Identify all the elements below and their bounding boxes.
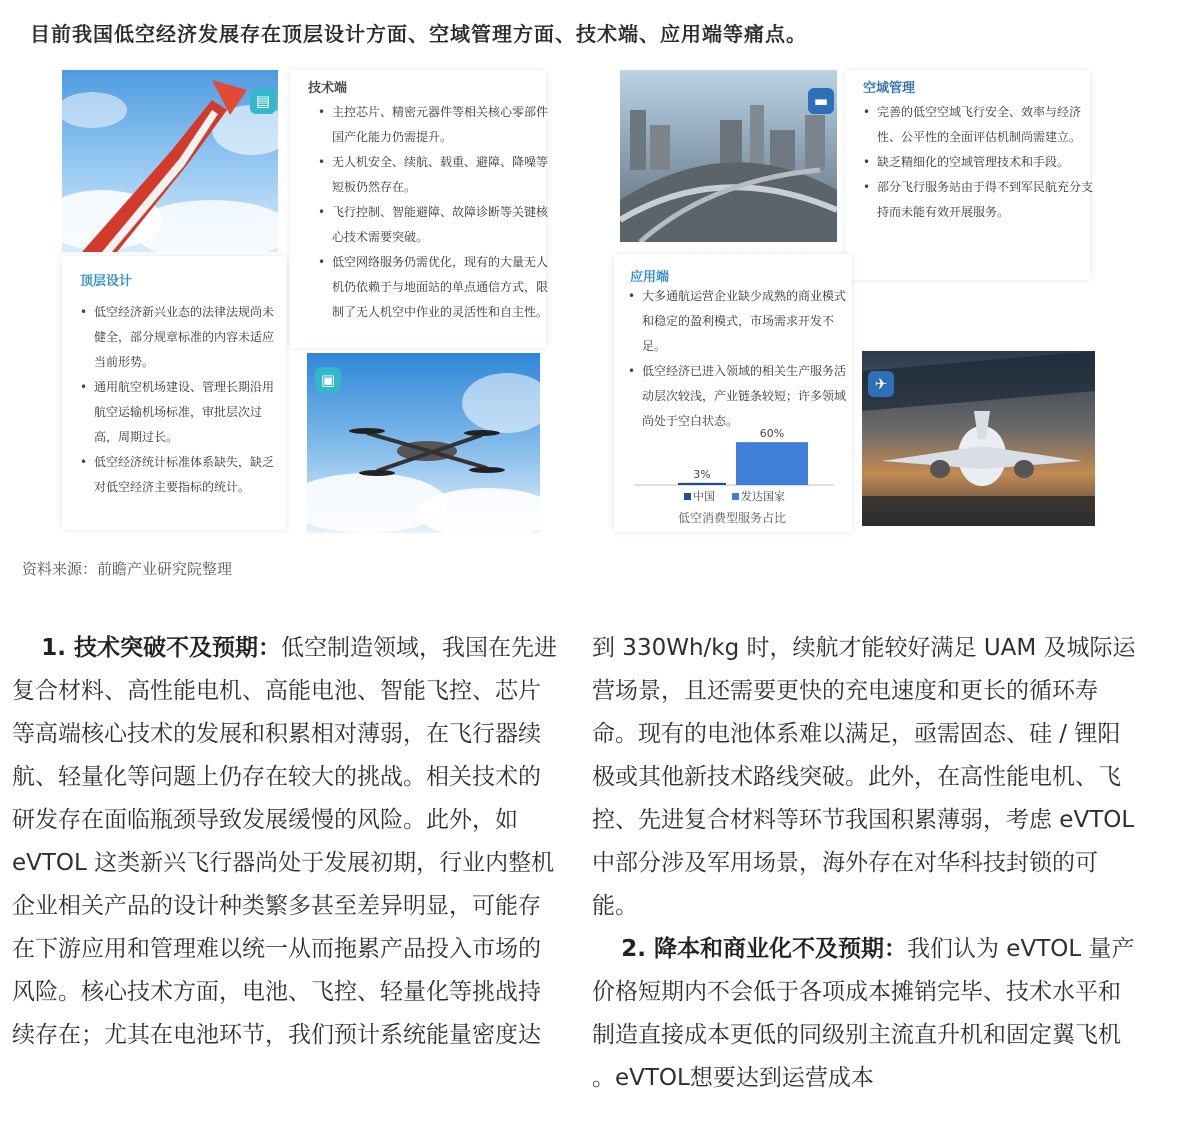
bus-icon: ▬ xyxy=(808,88,834,114)
airspace-card-list xyxy=(857,100,1095,225)
chart-value-label-0: 3% xyxy=(693,467,711,481)
legend-swatch-1 xyxy=(732,493,739,500)
list-item: • 低空经济新兴业态的法律法规尚未健全，部分规章标准的内容未适应当前形势。 xyxy=(94,300,282,375)
chart-title: 低空消费型服务占比 xyxy=(677,511,787,525)
list-item: • 飞行控制、智能避障、故障诊断等关键核心技术需要突破。 xyxy=(332,200,550,250)
list-item: • 缺乏精细化的空域管理技术和手段。 xyxy=(877,150,1095,175)
list-item: • 部分飞行服务站由于得不到军民航充分支持而未能有效开展服务。 xyxy=(877,175,1095,225)
list-item: • 无人机安全、续航、载重、避障、降噪等短板仍然存在。 xyxy=(332,150,550,200)
airplane-icon: ✈ xyxy=(868,371,894,397)
source-note: 资料来源：前瞻产业研究院整理 xyxy=(22,560,233,578)
p1-heading: 1. 技术突破不及预期： xyxy=(41,635,281,661)
chip-icon: ▣ xyxy=(315,367,341,393)
list-item: • 低空网络服务仍需优化，现有的大量无人机仍依赖于与地面站的单点通信方式，限制了无人机空中作业的灵活性和自主性。 xyxy=(332,250,550,325)
consumer-service-share-chart xyxy=(614,424,852,529)
list-item: • 主控芯片、精密元器件等相关核心零部件国产化能力仍需提升。 xyxy=(332,100,550,150)
legend-label-1: 发达国家 xyxy=(741,490,785,503)
body-column-left xyxy=(12,627,557,1057)
list-item: • 完善的低空空域飞行安全、效率与经济性、公平性的全面评估机制尚需建立。 xyxy=(877,100,1095,150)
city-overpass-image xyxy=(620,70,837,242)
application-card-list xyxy=(622,284,852,434)
chart-value-label-1: 60% xyxy=(759,427,785,441)
legend-swatch-0 xyxy=(684,493,691,500)
list-item: • 大多通航运营企业缺少成熟的商业模式和稳定的盈利模式，市场需求开发不足。 xyxy=(642,284,852,359)
p1-text-part2: 到 330Wh/kg 时，续航才能较好满足 UAM 及城际运营场景，且还需要更快的充电速度和更长的循环寿命。现有的电池体系难以满足，亟需固态、硅 / 锂阳极或其他新技术路线突破。此外，在高性能电机、飞控、先进复合材料等环节我国积累薄弱，考虑 eVTOL 中部分涉及军用场景，海外存在对华科技封锁的可能。 xyxy=(592,635,1136,919)
legend-label-0: 中国 xyxy=(693,490,715,503)
document-chart-icon: ▤ xyxy=(250,88,276,114)
top-design-card-title: 顶层设计 xyxy=(80,274,133,289)
top-design-card xyxy=(62,256,286,530)
page-heading: 目前我国低空经济发展存在顶层设计方面、空域管理方面、技术端、应用端等痛点。 xyxy=(30,22,807,46)
airspace-card xyxy=(845,70,1094,280)
list-item: • 通用航空机场建设、管理长期沿用航空运输机场标准，审批层次过高，周期过长。 xyxy=(94,375,282,450)
drone-image xyxy=(307,353,540,533)
p2-text: 我们认为 eVTOL 量产价格短期内不会低于各项成本摊销完毕、技术水平和制造直接成本更低的同级别主流直升机和固定翼飞机 。eVTOL想要达到运营成本 xyxy=(592,936,1135,1091)
chart-bar-1 xyxy=(736,442,808,485)
airplane-hangar-image xyxy=(862,351,1095,526)
airspace-card-title: 空域管理 xyxy=(863,81,916,96)
tech-card xyxy=(290,70,549,348)
top-design-card-list xyxy=(74,300,282,500)
p1-text-part1: 低空制造领域，我国在先进复合材料、高性能电机、高能电池、智能飞控、芯片等高端核心技术的发展和积累相对薄弱，在飞行器续航、轻量化等问题上仍存在较大的挑战。相关技术的研发存在面临瓶颈导致发展缓慢的风险。此外，如 eVTOL 这类新兴飞行器尚处于发展初期，行业内整机企业相关产品的设计种类繁多甚至差异明显，可能存在下游应用和管理难以统一从而拖累产品投入市场的风险。核心技术方面，电池、飞控、轻量化等挑战持续存在；尤其在电池环节，我们预计系统能量密度达 xyxy=(12,635,557,1048)
tech-card-list xyxy=(312,100,550,325)
application-card-title: 应用端 xyxy=(630,270,670,285)
body-column-right xyxy=(592,627,1142,1100)
p2-heading: 2. 降本和商业化不及预期： xyxy=(621,936,907,962)
list-item: • 低空经济已进入领域的相关生产服务活动层次较浅，产业链条较短；许多领域尚处于空白状态。 xyxy=(642,359,852,434)
stairs-sky-image xyxy=(62,70,278,252)
chart-bar-0 xyxy=(678,483,726,485)
application-card xyxy=(614,254,852,532)
tech-card-title: 技术端 xyxy=(308,81,348,96)
list-item: • 低空经济统计标准体系缺失，缺乏对低空经济主要指标的统计。 xyxy=(94,450,282,500)
